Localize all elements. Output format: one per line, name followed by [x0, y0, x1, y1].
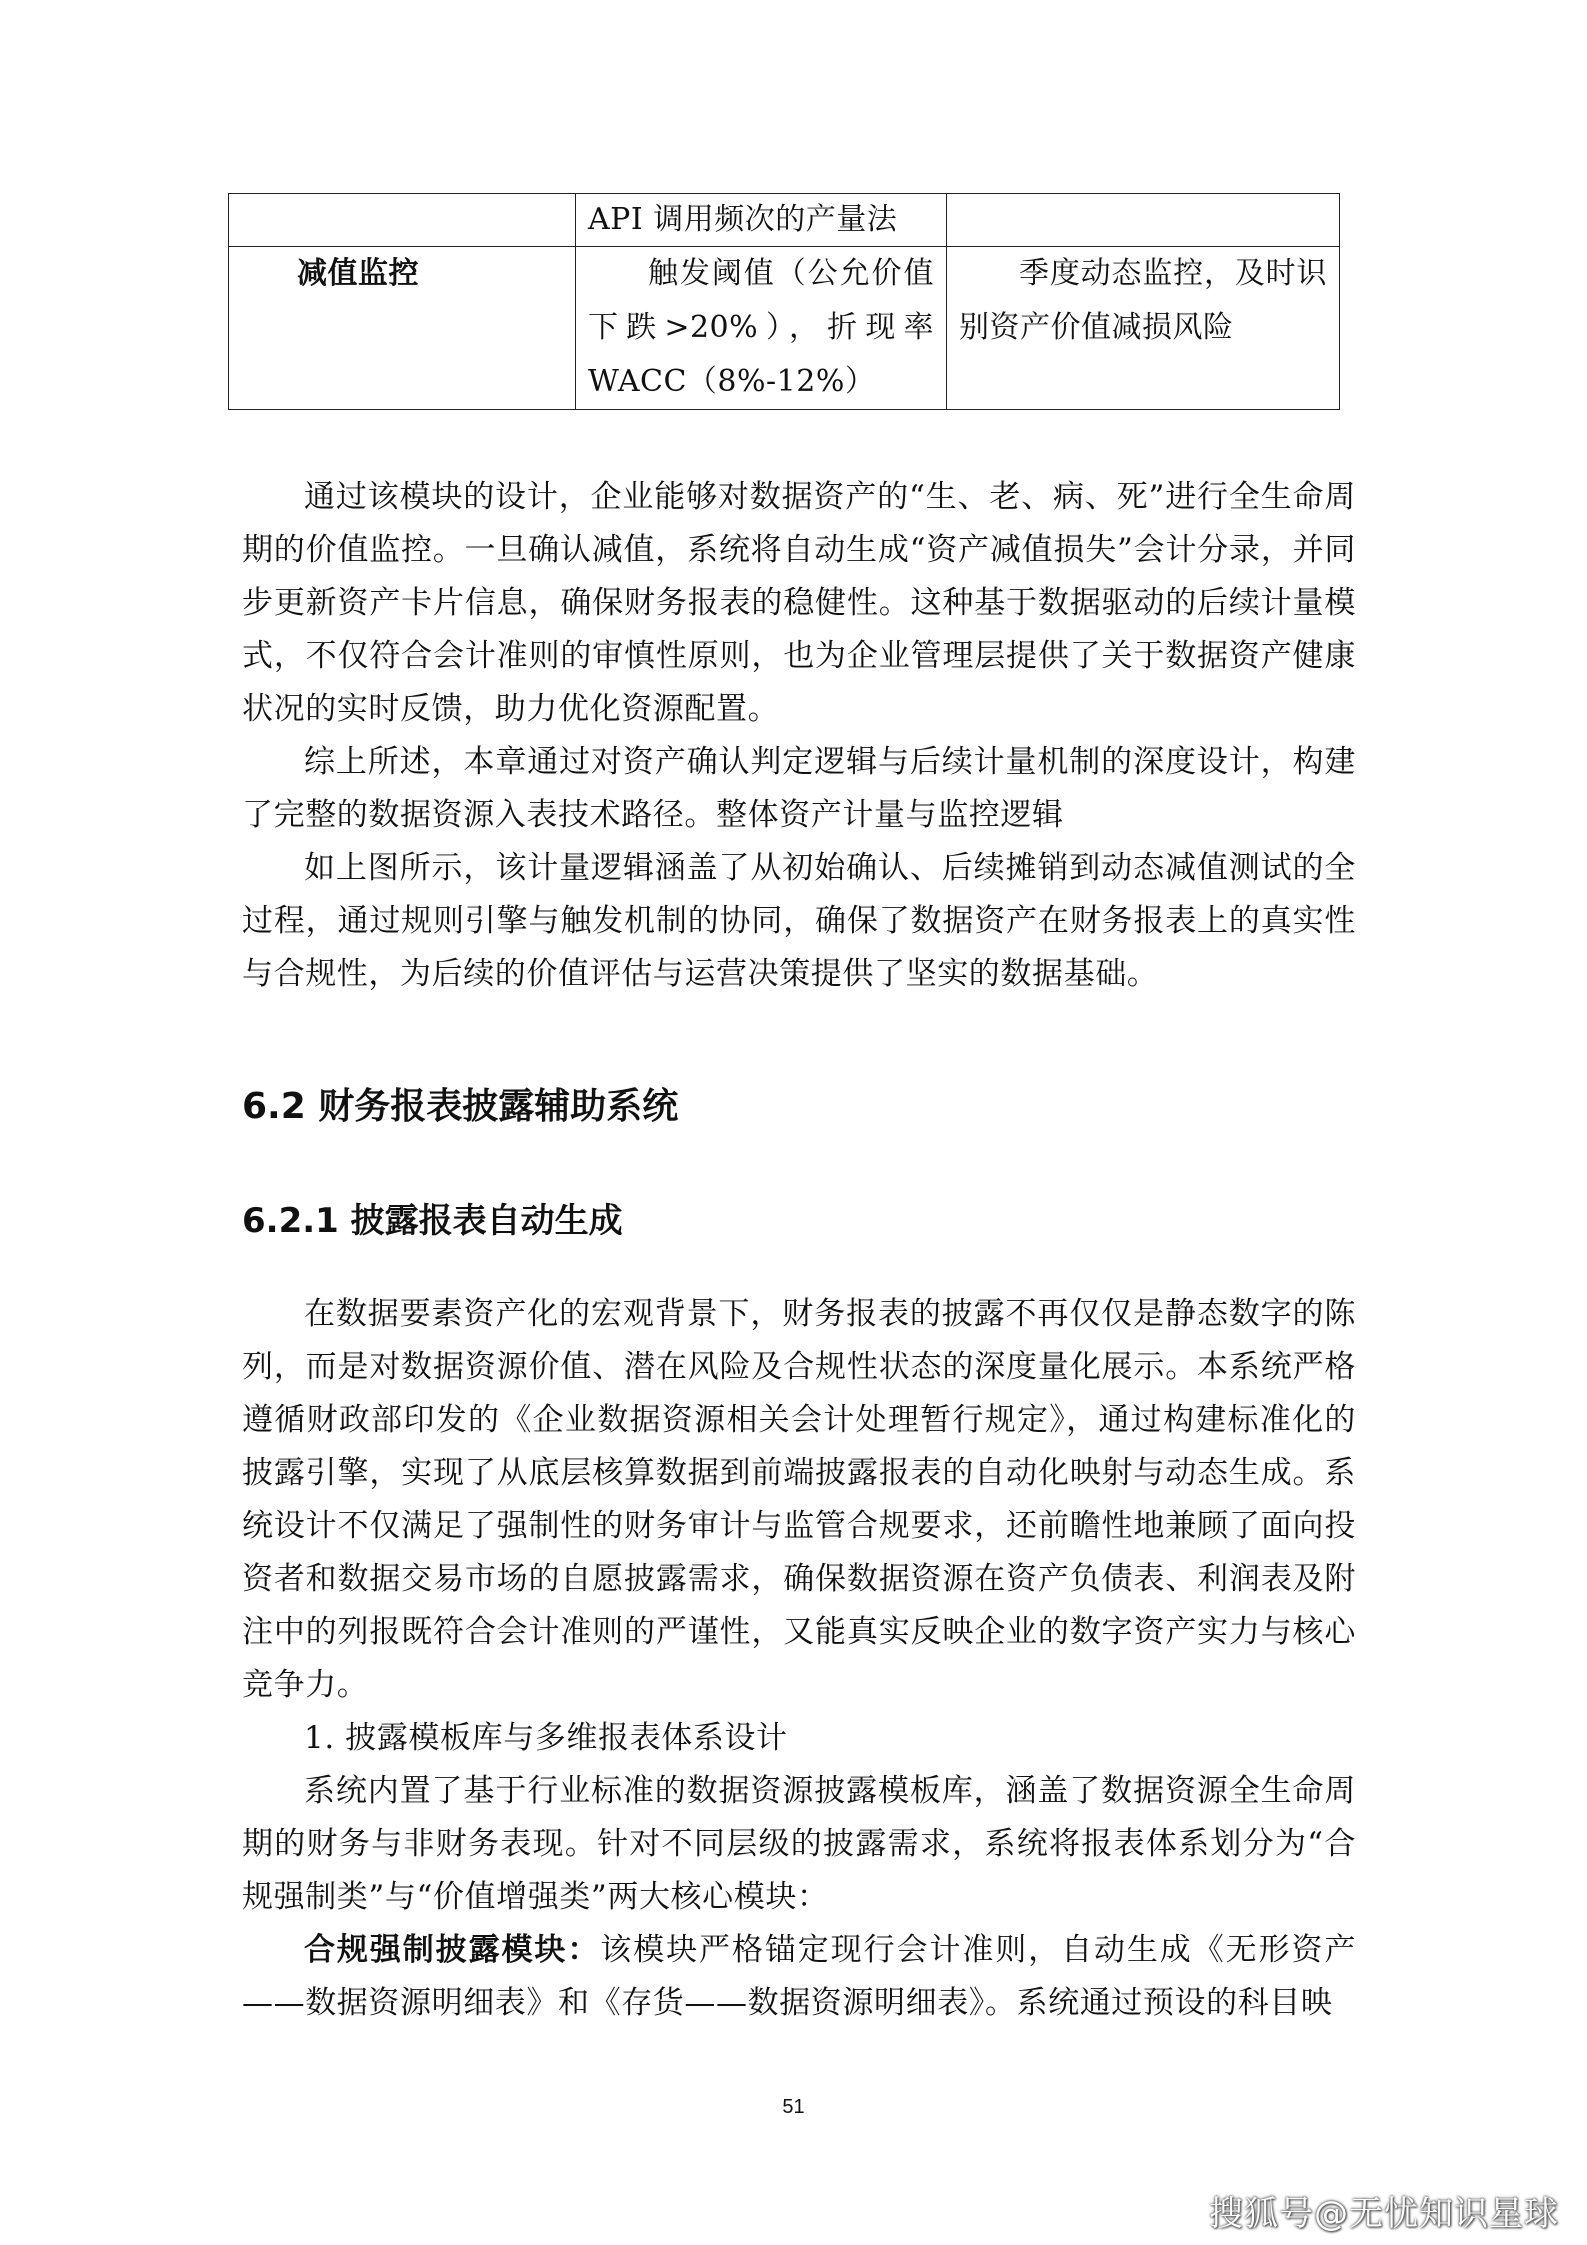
watermark: 搜狐号@无忧知识星球 [1209, 2194, 1559, 2234]
paragraph: 通过该模块的设计，企业能够对数据资产的“生、老、病、死”进行全生命周期的价值监控。一旦确认减值，系统将自动生成“资产减值损失”会计分录，并同步更新资产卡片信息，确保财务报表的稳健性。这种基于数据驱动的后续计量模式，不仅符合会计准则的审慎性原则，也为企业管理层提供了关于数据资产健康状况的实时反馈，助力优化资源配置。 [242, 479, 1356, 727]
paragraph: 系统内置了基于行业标准的数据资源披露模板库，涵盖了数据资源全生命周期的财务与非财务表现。针对不同层级的披露需求，系统将报表体系划分为“合规强制类”与“价值增强类”两大核心模块： [242, 1773, 1356, 1915]
section-heading: 6.2 财务报表披露辅助系统 [242, 1086, 679, 1127]
bold-lead: 合规强制披露模块： [304, 1932, 601, 1968]
table-row [229, 247, 1340, 410]
body-text-top [242, 471, 1356, 1001]
table-row [229, 194, 1340, 247]
paragraph [242, 1924, 1356, 2030]
table-cell: 触发阈值（公允价值下跌>20%），折现率 WACC（8%-12%） [576, 247, 947, 410]
subsection-heading: 6.2.1 披露报表自动生成 [242, 1201, 623, 1241]
list-item: 1. 披露模板库与多维报表体系设计 [304, 1720, 788, 1756]
paragraph: 在数据要素资产化的宏观背景下，财务报表的披露不再仅仅是静态数字的陈列，而是对数据资源价值、潜在风险及合规性状态的深度量化展示。本系统严格遵循财政部印发的《企业数据资源相关会计处理暂行规定》，通过构建标准化的披露引擎，实现了从底层核算数据到前端披露报表的自动化映射与动态生成。系统设计不仅满足了强制性的财务审计与监管合规要求，还前瞻性地兼顾了面向投资者和数据交易市场的自愿披露需求，确保数据资源在资产负债表、利润表及附注中的列报既符合会计准则的严谨性，又能真实反映企业的数字资产实力与核心竞争力。 [242, 1296, 1356, 1703]
paragraph: 综上所述，本章通过对资产确认判定逻辑与后续计量机制的深度设计，构建了完整的数据资源入表技术路径。整体资产计量与监控逻辑 [242, 744, 1356, 833]
page-number: 51 [782, 2096, 805, 2118]
table-cell [947, 194, 1340, 247]
table-cell: 季度动态监控，及时识别资产价值减损风险 [947, 247, 1340, 410]
table-cell [229, 194, 576, 247]
body-text-bottom [242, 1288, 1356, 2030]
table-cell: API 调用频次的产量法 [576, 194, 947, 247]
paragraph-text: 该模块严格锚定现行会计准则，自动生成《无形资产——数据资源明细表》和《存货——数据资源明细表》。系统通过预设的科目映 [242, 1932, 1356, 2021]
paragraph: 如上图所示，该计量逻辑涵盖了从初始确认、后续摊销到动态减值测试的全过程，通过规则引擎与触发机制的协同，确保了数据资产在财务报表上的真实性与合规性，为后续的价值评估与运营决策提供了坚实的数据基础。 [242, 850, 1356, 992]
table-cell-label: 减值监控 [229, 247, 576, 410]
measurement-table [228, 193, 1340, 410]
